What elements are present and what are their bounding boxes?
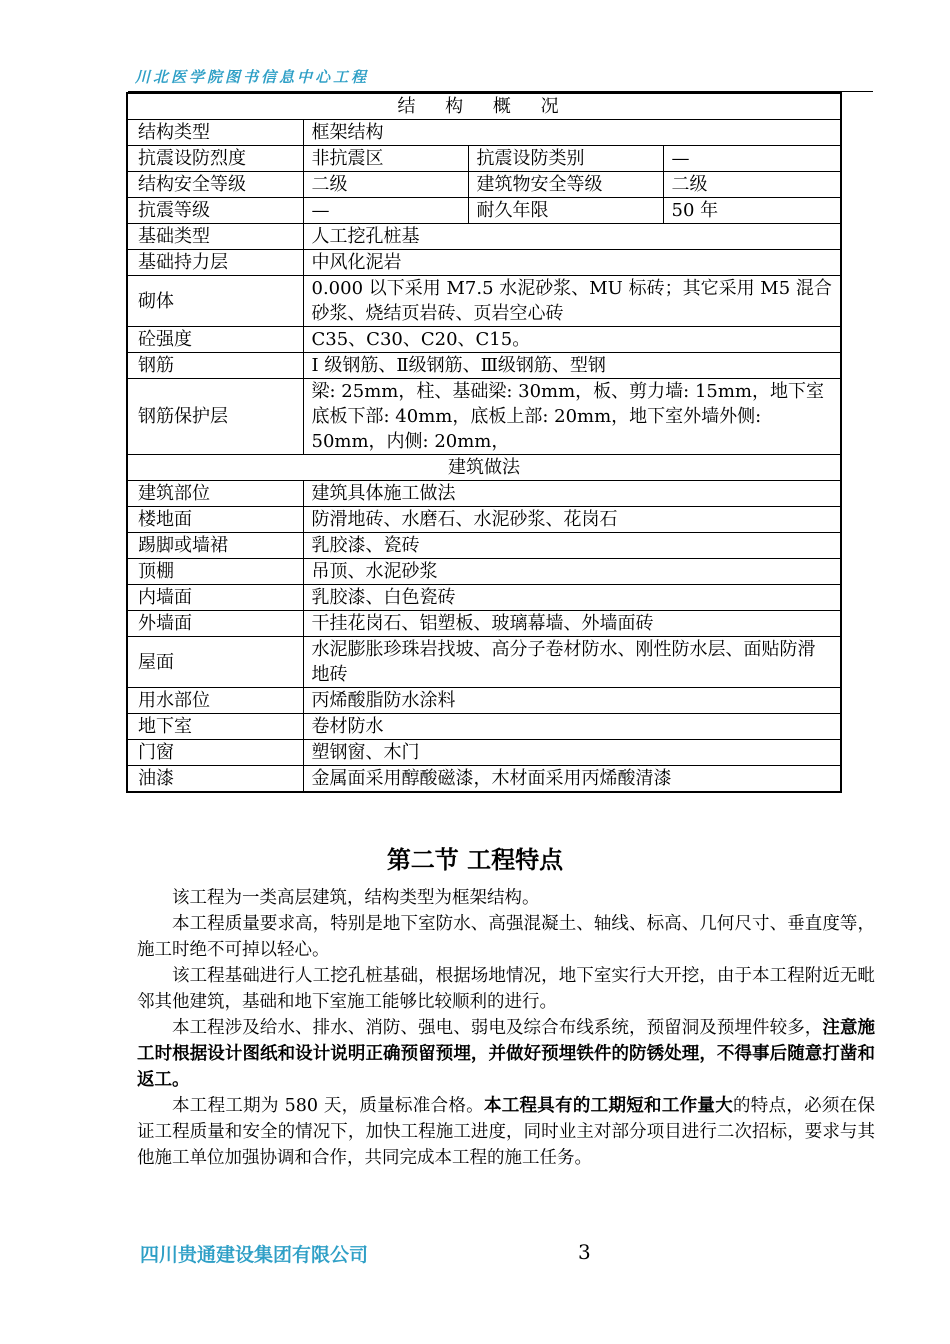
footer-company: 四川贵通建设集团有限公司 <box>140 1244 369 1266</box>
architecture-heading: 建筑做法 <box>127 455 841 481</box>
table-row <box>127 353 841 379</box>
table-row <box>127 533 841 559</box>
column-header-location: 建筑部位 <box>127 481 303 507</box>
table-row <box>127 198 841 224</box>
row-value: 防滑地砖、水磨石、水泥砂浆、花岗石 <box>303 507 841 533</box>
row-value-2: 二级 <box>663 172 841 198</box>
row-label: 结构安全等级 <box>127 172 303 198</box>
row-label: 基础持力层 <box>127 250 303 276</box>
row-label: 踢脚或墙裙 <box>127 533 303 559</box>
row-label: 地下室 <box>127 714 303 740</box>
structure-heading: 结 构 概 况 <box>127 93 841 120</box>
row-label-2: 建筑物安全等级 <box>468 172 663 198</box>
row-label: 结构类型 <box>127 120 303 146</box>
table-row <box>127 611 841 637</box>
row-value: 非抗震区 <box>303 146 468 172</box>
table-row <box>127 585 841 611</box>
table-row <box>127 172 841 198</box>
row-label: 抗震等级 <box>127 198 303 224</box>
row-value: 塑钢窗、木门 <box>303 740 841 766</box>
table-row <box>127 714 841 740</box>
section-body <box>137 885 875 1171</box>
row-label: 钢筋 <box>127 353 303 379</box>
row-value: 乳胶漆、瓷砖 <box>303 533 841 559</box>
row-label: 内墙面 <box>127 585 303 611</box>
row-label: 抗震设防烈度 <box>127 146 303 172</box>
running-header: 川北医学院图书信息中心工程 <box>135 68 370 86</box>
row-label: 用水部位 <box>127 688 303 714</box>
row-value: 吊顶、水泥砂浆 <box>303 559 841 585</box>
row-value: 框架结构 <box>303 120 841 146</box>
row-label: 砌体 <box>127 276 303 327</box>
paragraph: 该工程基础进行人工挖孔桩基础，根据场地情况，地下室实行大开挖，由于本工程附近无毗邻其他建筑，基础和地下室施工能够比较顺利的进行。 <box>137 966 875 1012</box>
paragraph-text: 本工程工期为 580 天，质量标准合格。 <box>172 1096 484 1116</box>
row-label: 门窗 <box>127 740 303 766</box>
row-label: 楼地面 <box>127 507 303 533</box>
row-label: 砼强度 <box>127 327 303 353</box>
row-value: 梁: 25mm，柱、基础梁: 30mm，板、剪力墙: 15mm，地下室底板下部: 40mm，底板上部: 20mm，地下室外墙外侧: 50mm，内侧: 20mm， <box>303 379 841 455</box>
page-number: 3 <box>578 1240 591 1264</box>
table-header-row <box>127 481 841 507</box>
paragraph-text: 的特点，必须在保证工程质量和安全的情况下，加快工程施工进度，同时业主对部分项目进行二次招标，要求与其他施工单位加强协调和合作，共同完成本工程的施工任务。 <box>137 1096 876 1168</box>
row-value: — <box>303 198 468 224</box>
table-row <box>127 327 841 353</box>
section-title: 第二节 工程特点 <box>386 846 564 874</box>
row-value: 丙烯酸脂防水涂料 <box>303 688 841 714</box>
table-row <box>127 120 841 146</box>
table-row <box>127 559 841 585</box>
table-row <box>127 146 841 172</box>
row-value: 卷材防水 <box>303 714 841 740</box>
row-label: 基础类型 <box>127 224 303 250</box>
row-value: 水泥膨胀珍珠岩找坡、高分子卷材防水、刚性防水层、面贴防滑地砖 <box>303 637 841 688</box>
table-row <box>127 766 841 793</box>
row-value: C35、C30、C20、C15。 <box>303 327 841 353</box>
row-value: 金属面采用醇酸磁漆，木材面采用丙烯酸清漆 <box>303 766 841 793</box>
table-row <box>127 250 841 276</box>
paragraph <box>137 1015 875 1093</box>
row-label-2: 抗震设防类别 <box>468 146 663 172</box>
row-value: Ⅰ 级钢筋、Ⅱ级钢筋、Ⅲ级钢筋、型钢 <box>303 353 841 379</box>
row-label: 外墙面 <box>127 611 303 637</box>
table-row <box>127 637 841 688</box>
table-row <box>127 379 841 455</box>
row-label: 油漆 <box>127 766 303 793</box>
column-header-method: 建筑具体施工做法 <box>303 481 841 507</box>
structure-spec-table <box>126 92 842 793</box>
table-row <box>127 224 841 250</box>
row-label-2: 耐久年限 <box>468 198 663 224</box>
table-row <box>127 507 841 533</box>
paragraph-emphasis: 注意施工时根据设计图纸和设计说明正确预留预埋，并做好预埋铁件的防锈处理，不得事后随意打凿和返工。 <box>137 1018 875 1090</box>
paragraph-emphasis: 本工程具有的工期短和工作量大 <box>483 1096 733 1116</box>
row-value-2: — <box>663 146 841 172</box>
paragraph: 该工程为一类高层建筑，结构类型为框架结构。 <box>172 888 540 908</box>
paragraph-text: 本工程涉及给水、排水、消防、强电、弱电及综合布线系统，预留洞及预埋件较多， <box>172 1018 823 1038</box>
row-value: 干挂花岗石、铝塑板、玻璃幕墙、外墙面砖 <box>303 611 841 637</box>
row-value: 0.000 以下采用 M7.5 水泥砂浆、MU 标砖；其它采用 M5 混合砂浆、烧结页岩砖、页岩空心砖 <box>303 276 841 327</box>
row-value-2: 50 年 <box>663 198 841 224</box>
row-value: 二级 <box>303 172 468 198</box>
row-label: 屋面 <box>127 637 303 688</box>
paragraph: 本工程质量要求高，特别是地下室防水、高强混凝土、轴线、标高、几何尺寸、垂直度等，施工时绝不可掉以轻心。 <box>137 914 875 960</box>
row-label: 顶棚 <box>127 559 303 585</box>
paragraph <box>137 1093 875 1171</box>
row-value: 乳胶漆、白色瓷砖 <box>303 585 841 611</box>
table-heading-row <box>127 93 841 120</box>
table-heading-row <box>127 455 841 481</box>
row-value: 人工挖孔桩基 <box>303 224 841 250</box>
row-value: 中风化泥岩 <box>303 250 841 276</box>
row-label: 钢筋保护层 <box>127 379 303 455</box>
table-row <box>127 688 841 714</box>
table-row <box>127 276 841 327</box>
table-row <box>127 740 841 766</box>
